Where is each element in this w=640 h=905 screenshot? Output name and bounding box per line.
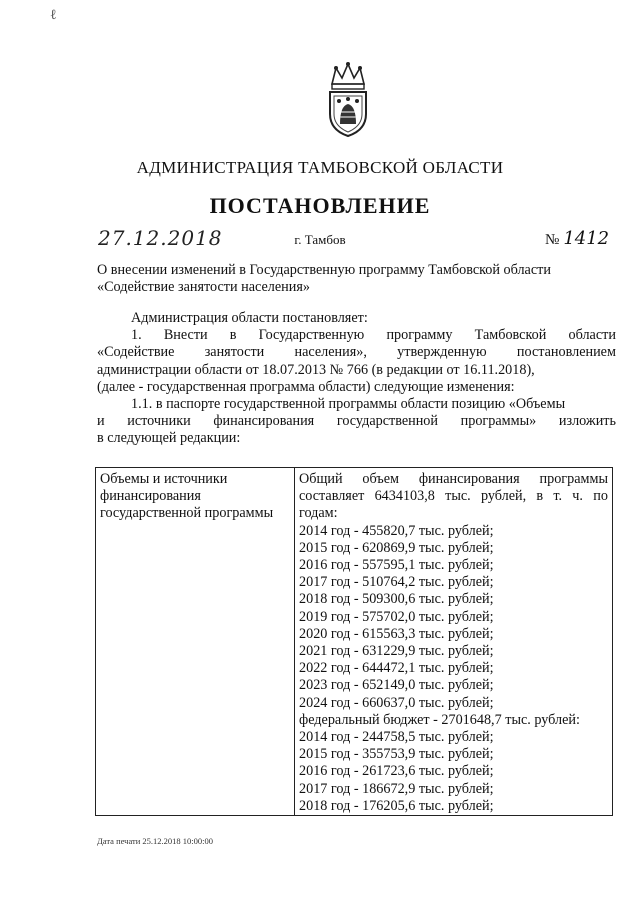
word: 6434103,8 <box>374 488 435 505</box>
value-line: годам: <box>299 505 338 522</box>
value-line <box>299 471 608 488</box>
handwritten-date: 27.12.2018 <box>98 226 223 250</box>
word: государственной <box>336 413 438 430</box>
word: постановлением <box>516 344 616 361</box>
federal-year: 2014 год - 244758,5 тыс. рублей; <box>299 729 494 746</box>
federal-year: 2015 год - 355753,9 тыс. рублей; <box>299 746 494 763</box>
item11-line <box>97 413 616 430</box>
coat-of-arms-emblem <box>326 62 370 138</box>
item1-line: администрации области от 18.07.2013 № 766 (в редакции от 16.11.2018), <box>97 361 535 378</box>
label-line: финансирования <box>100 488 201 505</box>
table-row <box>96 468 613 816</box>
word: рублей, <box>480 488 527 505</box>
label-line: государственной программы <box>100 505 274 522</box>
year-total: 2022 год - 644472,1 тыс. рублей; <box>299 660 494 677</box>
document-type-heading: ПОСТАНОВЛЕНИЕ <box>209 193 431 218</box>
year-total: 2016 год - 557595,1 тыс. рублей; <box>299 557 494 574</box>
passport-table <box>95 467 613 816</box>
word: ч. <box>572 488 583 505</box>
word: утвержденную <box>397 344 487 361</box>
word: в <box>229 327 237 344</box>
word: программу <box>386 327 453 344</box>
word: области <box>568 327 616 344</box>
corner-mark: ℓ <box>50 8 57 23</box>
value-line <box>299 488 608 505</box>
word: составляет <box>299 488 365 505</box>
word: по <box>593 488 608 505</box>
year-total: 2014 год - 455820,7 тыс. рублей; <box>299 522 494 539</box>
word: программы <box>539 471 608 487</box>
word: в <box>536 488 544 505</box>
document-body <box>97 306 616 448</box>
year-total: 2024 год - 660637,0 тыс. рублей; <box>299 694 494 711</box>
city-label: г. Тамбов <box>294 232 346 247</box>
year-total: 2018 год - 509300,6 тыс. рублей; <box>299 591 494 608</box>
subject-line: О внесении изменений в Государственную программу Тамбовской области <box>97 262 551 278</box>
word: 1. <box>131 327 142 344</box>
word: финансирования <box>213 413 315 430</box>
word: Общий <box>299 471 343 487</box>
year-total: 2023 год - 652149,0 тыс. рублей; <box>299 677 494 694</box>
word: Внести <box>163 327 208 344</box>
year-total: 2021 год - 631229,9 тыс. рублей; <box>299 643 494 660</box>
word: т. <box>553 488 563 505</box>
print-date: Дата печати 25.12.2018 10:00:00 <box>97 836 213 846</box>
year-total: 2019 год - 575702,0 тыс. рублей; <box>299 608 494 625</box>
word: объем <box>362 471 399 487</box>
word: изложить <box>558 413 616 430</box>
item11-line: 1.1. в паспорте государственной программы области позицию «Объемы <box>131 396 566 413</box>
item1-line <box>97 327 616 344</box>
handwritten-number: 1412 <box>563 228 610 249</box>
label-cell <box>96 468 295 816</box>
word: финансирования <box>418 471 520 487</box>
document-subject <box>97 262 616 296</box>
item1-line: (далее - государственная программа области) следующие изменения: <box>97 378 515 395</box>
item1-line <box>97 344 616 361</box>
word: источники <box>127 413 191 430</box>
word: тыс. <box>445 488 471 505</box>
word: программы» <box>460 413 537 430</box>
org-title: АДМИНИСТРАЦИЯ ТАМБОВСКОЙ ОБЛАСТИ <box>136 158 504 177</box>
federal-year: 2018 год - 176205,6 тыс. рублей; <box>299 797 494 814</box>
word: занятости <box>204 344 265 361</box>
item11-line: в следующей редакции: <box>97 430 241 447</box>
word: Государственную <box>258 327 365 344</box>
federal-year: 2016 год - 261723,6 тыс. рублей; <box>299 763 494 780</box>
word: и <box>97 413 105 430</box>
word: населения», <box>294 344 367 361</box>
federal-heading: федеральный бюджет - 2701648,7 тыс. рублей: <box>299 711 580 728</box>
year-total: 2015 год - 620869,9 тыс. рублей; <box>299 539 494 556</box>
body-intro: Администрация области постановляет: <box>131 310 368 326</box>
label-line: Объемы и источники <box>100 471 228 487</box>
value-cell <box>295 468 613 816</box>
word: «Содействие <box>97 344 175 361</box>
federal-year: 2017 год - 186672,9 тыс. рублей; <box>299 780 494 797</box>
subject-line: «Содействие занятости населения» <box>97 279 310 296</box>
word: Тамбовской <box>474 327 547 344</box>
number-prefix: № <box>545 232 560 248</box>
year-total: 2017 год - 510764,2 тыс. рублей; <box>299 574 494 591</box>
document-number <box>545 228 609 249</box>
year-total: 2020 год - 615563,3 тыс. рублей; <box>299 625 494 642</box>
